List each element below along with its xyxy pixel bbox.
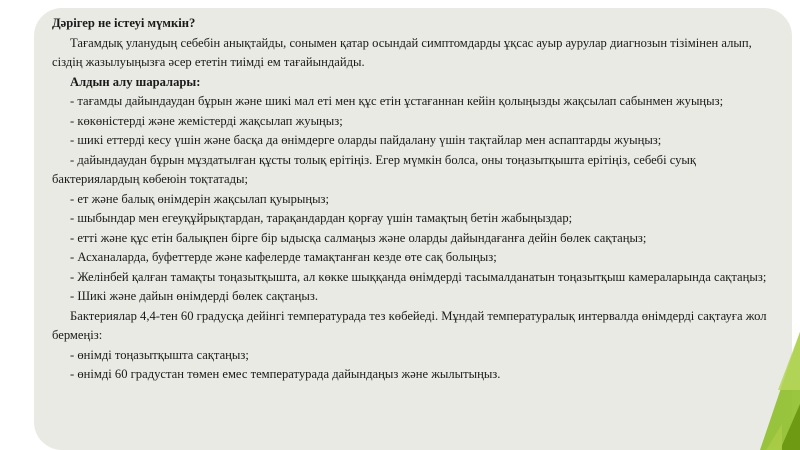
list-item: - шыбындар мен егеуқұйрықтардан, тарақандардан қорғау үшін тамақтың бетін жабыңыздар; bbox=[70, 211, 573, 225]
list-item: - өнімді тоңазытқышта сақтаңыз; bbox=[70, 347, 249, 362]
heading: Дәрігер не істеуі мүмкін? bbox=[52, 16, 196, 30]
list-item: - ет және балық өнімдерін жақсылап қуырыңыз; bbox=[70, 191, 330, 206]
bacteria-note: Бактериялар 4,4-тен 60 градусқа дейінгі температурада тез көбейеді. Мұндай температуралық интервалда өнімдерді сақтауға жол бермеңіз: bbox=[52, 308, 767, 342]
list-item: - шикі еттерді кесу үшін және басқа да өнімдерге оларды пайдалану үшін тақтайлар мен аспаптарды жуыңыз; bbox=[70, 133, 662, 147]
list-item: - Шикі және дайын өнімдерді бөлек сақтаңыз. bbox=[70, 289, 318, 303]
decorative-green-triangle bbox=[778, 332, 800, 390]
list-item: - етті және құс етін балықпен бірге бір ыдысқа салмаңыз және оларды дайындағанға дейін бөлек сақтаңыз; bbox=[70, 230, 647, 245]
prevention-heading: Алдын алу шаралары: bbox=[70, 74, 201, 89]
list-item: - Желінбей қалған тамақты тоңазытқышта, ал көкке шыққанда өнімдерді тасымалданатын тоңазытқыш камераларында сақтаңыз; bbox=[70, 269, 767, 284]
list-item: - дайындаудан бұрын мұздатылған құсты толық ерітіңіз. Егер мүмкін болса, оны тоңазытқышта ерітіңіз, себебі суық бактериялардың көбеюін тоқтатады; bbox=[52, 152, 697, 186]
intro-paragraph: Тағамдық уланудың себебін анықтайды, сонымен қатар осындай симптомдарды ұқсас ауыр аурулар диагнозын тізімінен алып, сіздің жазылуыңызға әсер ететін тиімді ем тағайындайды. bbox=[52, 35, 752, 69]
list-item: - көкөністерді және жемістерді жақсылап жуыңыз; bbox=[70, 113, 343, 128]
decorative-green-triangle bbox=[780, 404, 800, 450]
list-item: - Асханаларда, буфеттерде және кафелерде тамақтанған кезде өте сақ болыңыз; bbox=[70, 250, 497, 264]
slide-text bbox=[52, 14, 774, 385]
list-item: - өнімді 60 градустан төмен емес температурада дайындаңыз және жылытыңыз. bbox=[70, 367, 501, 381]
list-item: - тағамды дайындаудан бұрын және шикі мал еті мен құс етін ұстағаннан кейін қолыңызды жақсылап сабынмен жуыңыз; bbox=[70, 94, 724, 108]
decorative-green-triangle bbox=[766, 424, 782, 450]
